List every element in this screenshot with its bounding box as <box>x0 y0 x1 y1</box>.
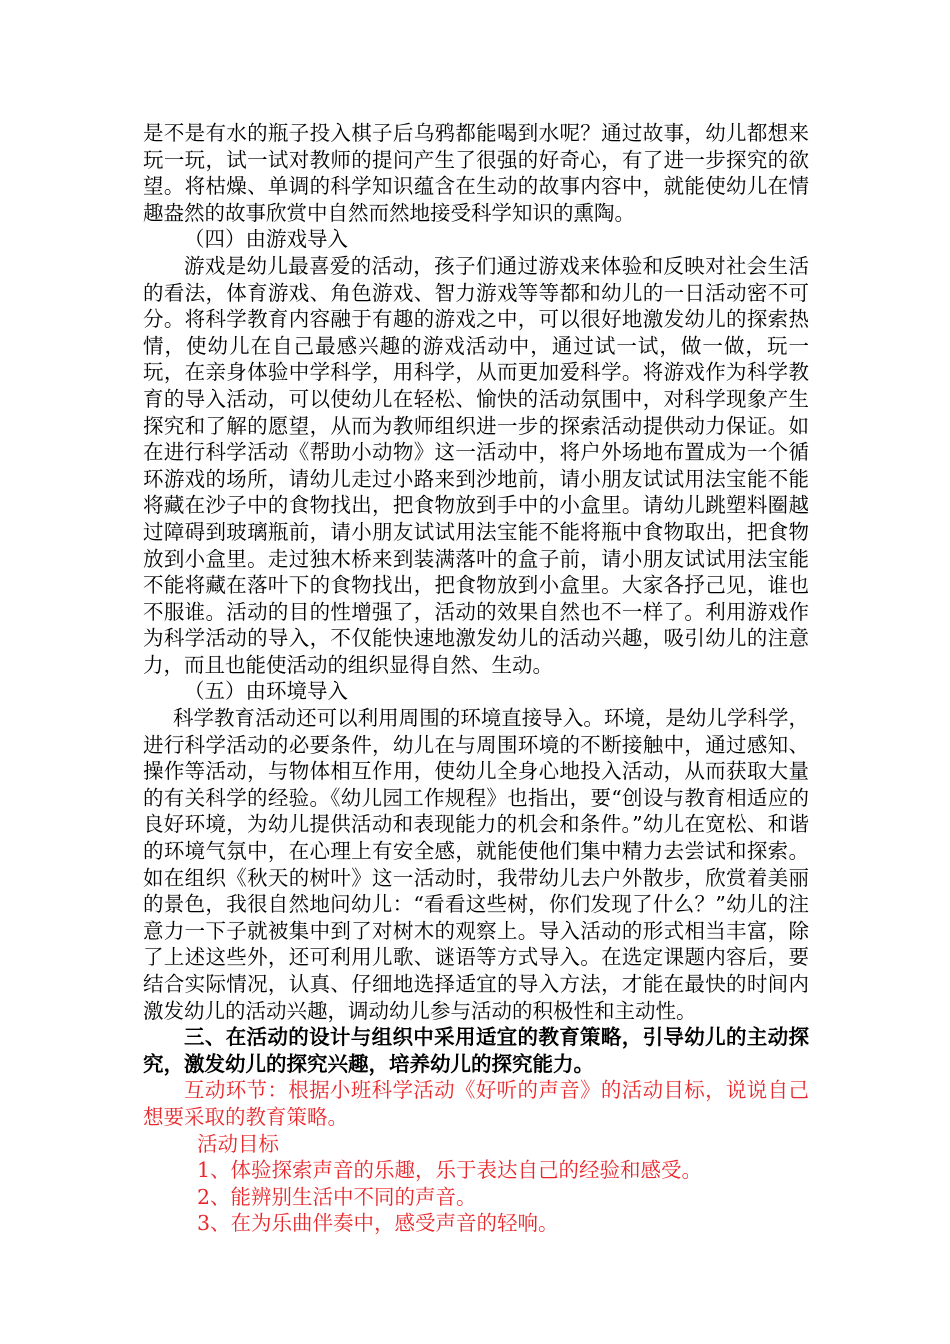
paragraph-story-intro: 是不是有水的瓶子投入棋子后乌鸦都能喝到水呢？通过故事，幼儿都想来玩一玩，试一试对教师的提问产生了很强的好奇心，有了进一步探究的欲望。将枯燥、单调的科学知识蕴含在生动的故事内容中，就能使幼儿在情趣盎然的故事欣赏中自然而然地接受科学知识的熏陶。 <box>143 121 809 225</box>
goal-item-3: 3、在为乐曲伴奏中，感受声音的轻响。 <box>197 1211 559 1236</box>
goal-item-2: 2、能辨别生活中不同的声音。 <box>197 1184 477 1209</box>
paragraph-game-intro: 游戏是幼儿最喜爱的活动，孩子们通过游戏来体验和反映对社会生活的看法，体育游戏、角色游戏、智力游戏等等都和幼儿的一日活动密不可分。将科学教育内容融于有趣的游戏之中，可以很好地激发幼儿的探索热情，使幼儿在自己最感兴趣的游戏活动中，通过试一试，做一做，玩一玩，在亲身体验中学科学，用科学，从而更加爱科学。将游戏作为科学教育的导入活动，可以使幼儿在轻松、愉快的活动氛围中，对科学现象产生探究和了解的愿望，从而为教师组织进一步的探索活动提供动力保证。如在进行科学活动《帮助小动物》这一活动中，将户外场地布置成为一个循环游戏的场所，请幼儿走过小路来到沙地前，请小朋友试试用法宝能不能将藏在沙子中的食物找出，把食物放到手中的小盒里。请幼儿跳塑料圈越过障碍到玻璃瓶前，请小朋友试试用法宝能不能将瓶中食物取出，把食物放到小盒里。走过独木桥来到装满落叶的盒子前，请小朋友试试用法宝能不能将藏在落叶下的食物找出，把食物放到小盒里。大家各抒己见，谁也不服谁。活动的目的性增强了，活动的效果自然也不一样了。利用游戏作为科学活动的导入，不仅能快速地激发幼儿的活动兴趣，吸引幼儿的注意力，而且也能使活动的组织显得自然、生动。 <box>143 253 809 677</box>
section-heading-three: 三、在活动的设计与组织中采用适宜的教育策略，引导幼儿的主动探究，激发幼儿的探究兴趣，培养幼儿的探究能力。 <box>143 1025 809 1076</box>
goal-item-1: 1、体验探索声音的乐趣，乐于表达自己的经验和感受。 <box>197 1158 703 1183</box>
paragraph-environment-intro: 科学教育活动还可以利用周围的环境直接导入。环境，是幼儿学科学，进行科学活动的必要条件，幼儿在与周围环境的不断接触中，通过感知、操作等活动，与物体相互作用，使幼儿全身心地投入活动，从而获取大量的有关科学的经验。《幼儿园工作规程》也指出，要“创设与教育相适应的良好环境，为幼儿提供活动和表现能力的机会和条件。”幼儿在宽松、和谐的环境气氛中，在心理上有安全感，就能使他们集中精力去尝试和探索。如在组织《秋天的树叶》这一活动时，我带幼儿去户外散步，欣赏着美丽的景色，我很自然地问幼儿：“看看这些树，你们发现了什么？”幼儿的注意力一下子就被集中到了对树木的观察上。导入活动的形式相当丰富，除了上述这些外，还可利用儿歌、谜语等方式导入。在选定课题内容后，要结合实际情况，认真、仔细地选择适宜的导入方法，才能在最快的时间内激发幼儿的活动兴趣，调动幼儿参与活动的积极性和主动性。 <box>143 706 809 1023</box>
goals-title: 活动目标 <box>197 1131 279 1156</box>
heading-game-intro: （四）由游戏导入 <box>184 227 348 252</box>
heading-environment-intro: （五）由环境导入 <box>184 679 348 704</box>
document-page <box>143 120 809 1237</box>
interactive-prompt: 互动环节：根据小班科学活动《好听的声音》的活动目标，说说自己想要采取的教育策略。 <box>143 1078 809 1129</box>
